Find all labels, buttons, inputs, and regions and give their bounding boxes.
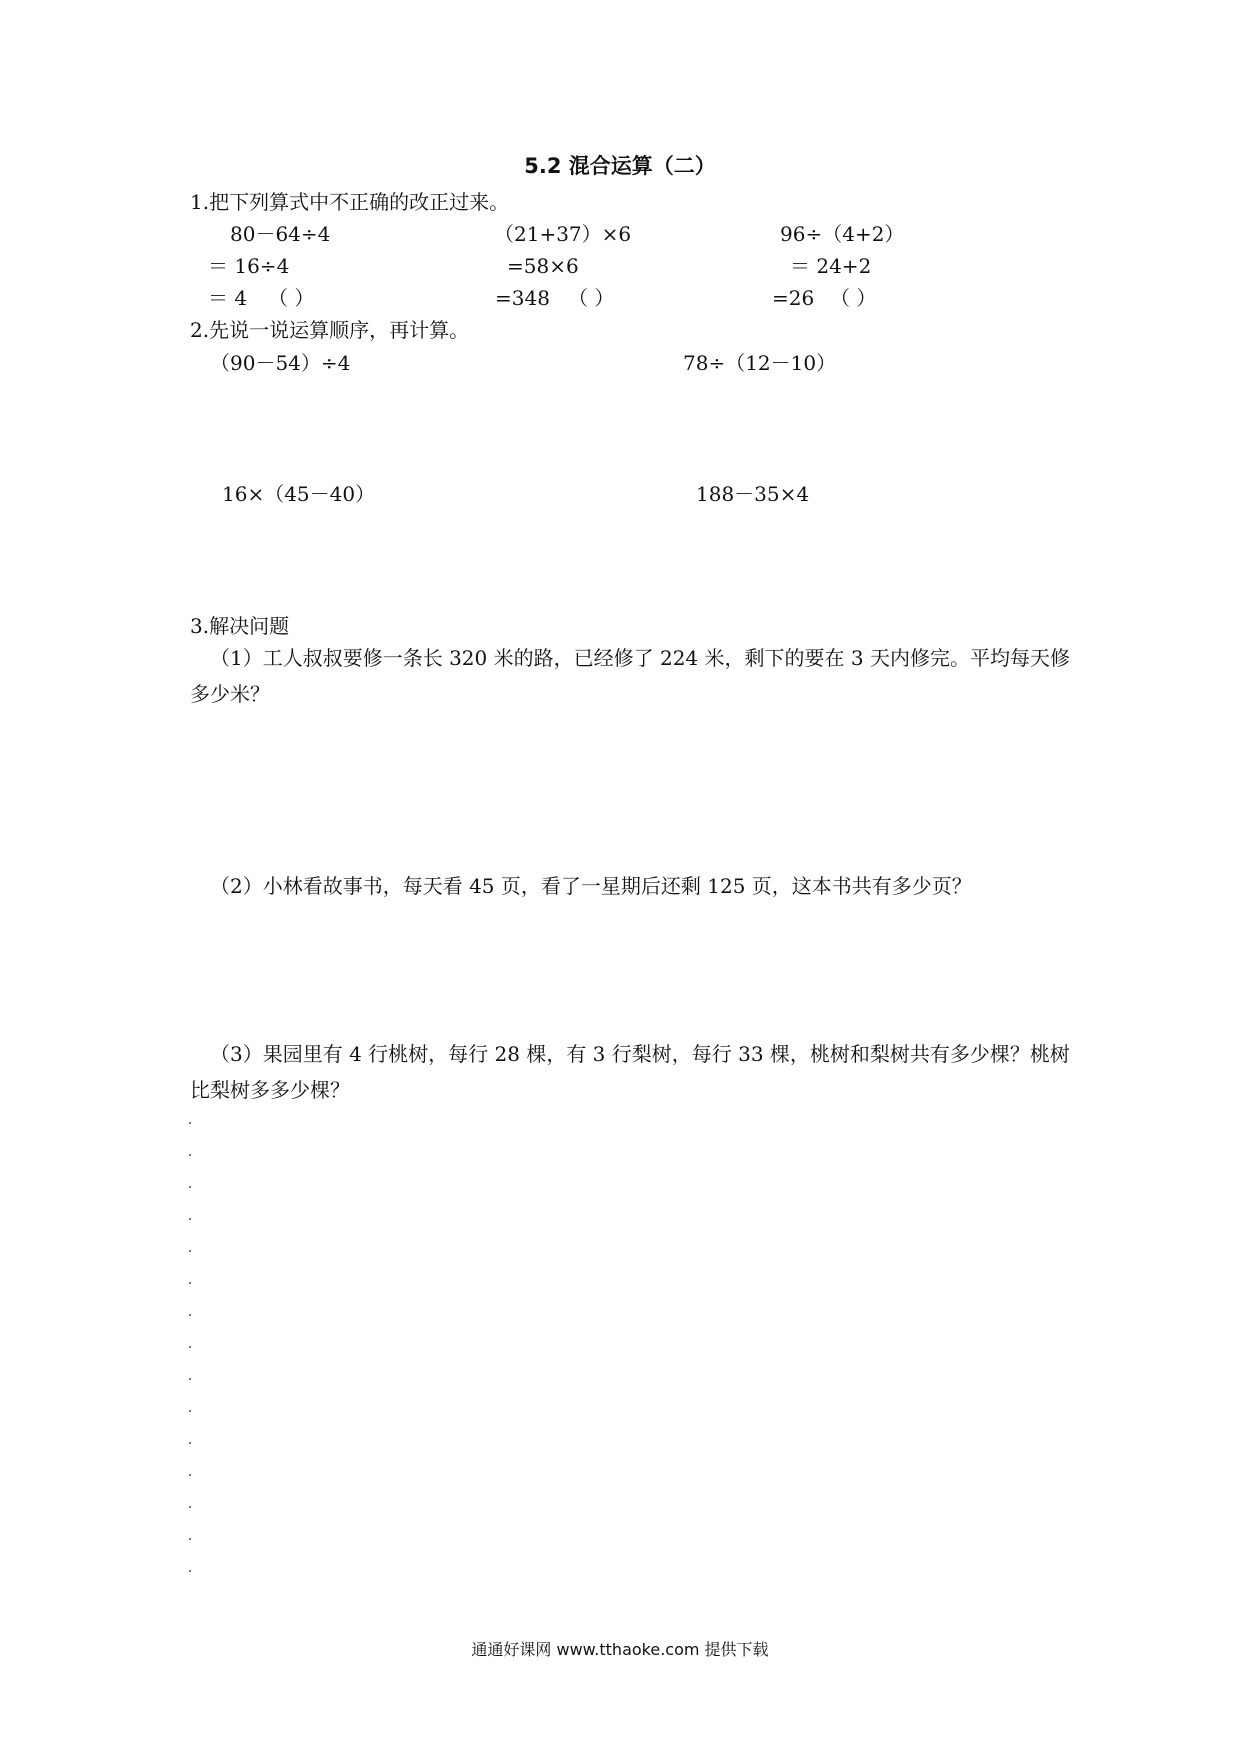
q1-col1-answer-bracket[interactable]: （ ）: [268, 286, 315, 310]
q1-col3-line3: =26: [772, 286, 815, 310]
q1-col1-line2: ＝ 16÷4: [208, 254, 290, 278]
q3-problem-3: （3）果园里有 4 行桃树，每行 28 棵，有 3 行梨树，每行 33 棵，桃树和梨树共有多少棵？桃树比梨树多多少棵？: [190, 1042, 1070, 1102]
q1-col2-answer-bracket[interactable]: （ ）: [568, 286, 615, 310]
q1-heading: 1.把下列算式中不正确的改正过来。: [190, 190, 510, 214]
q2-expression: 16×（45－40）: [222, 482, 376, 506]
q3-heading: 3.解决问题: [190, 614, 290, 638]
footer-credit: 通通好课网 www.tthaoke.com 提供下载: [471, 1640, 769, 1659]
q1-col2-line1: （21+37）×6: [494, 222, 632, 246]
q3-problem-2: （2）小林看故事书，每天看 45 页，看了一星期后还剩 125 页，这本书共有多少页？: [210, 874, 972, 898]
q2-heading: 2.先说一说运算顺序，再计算。: [190, 318, 470, 342]
q3-problem-1: （1）工人叔叔要修一条长 320 米的路，已经修了 224 米，剩下的要在 3 天内修完。平均每天修多少米？: [190, 646, 1070, 706]
q1-col2-line2: =58×6: [507, 254, 579, 278]
q2-expression: 188－35×4: [696, 482, 810, 506]
q2-expression: 78÷（12－10）: [683, 351, 837, 375]
page-title: 5.2 混合运算（二）: [524, 154, 716, 178]
q1-col3-line2: ＝ 24+2: [790, 254, 872, 278]
q1-col2-line3: =348: [495, 286, 550, 310]
q1-col3-answer-bracket[interactable]: （ ）: [830, 286, 877, 310]
q1-col3-line1: 96÷（4+2）: [780, 222, 905, 246]
q1-col1-line1: 80－64÷4: [230, 222, 331, 246]
q2-expression: （90－54）÷4: [210, 351, 351, 375]
q1-col1-line3: ＝ 4: [208, 286, 248, 310]
